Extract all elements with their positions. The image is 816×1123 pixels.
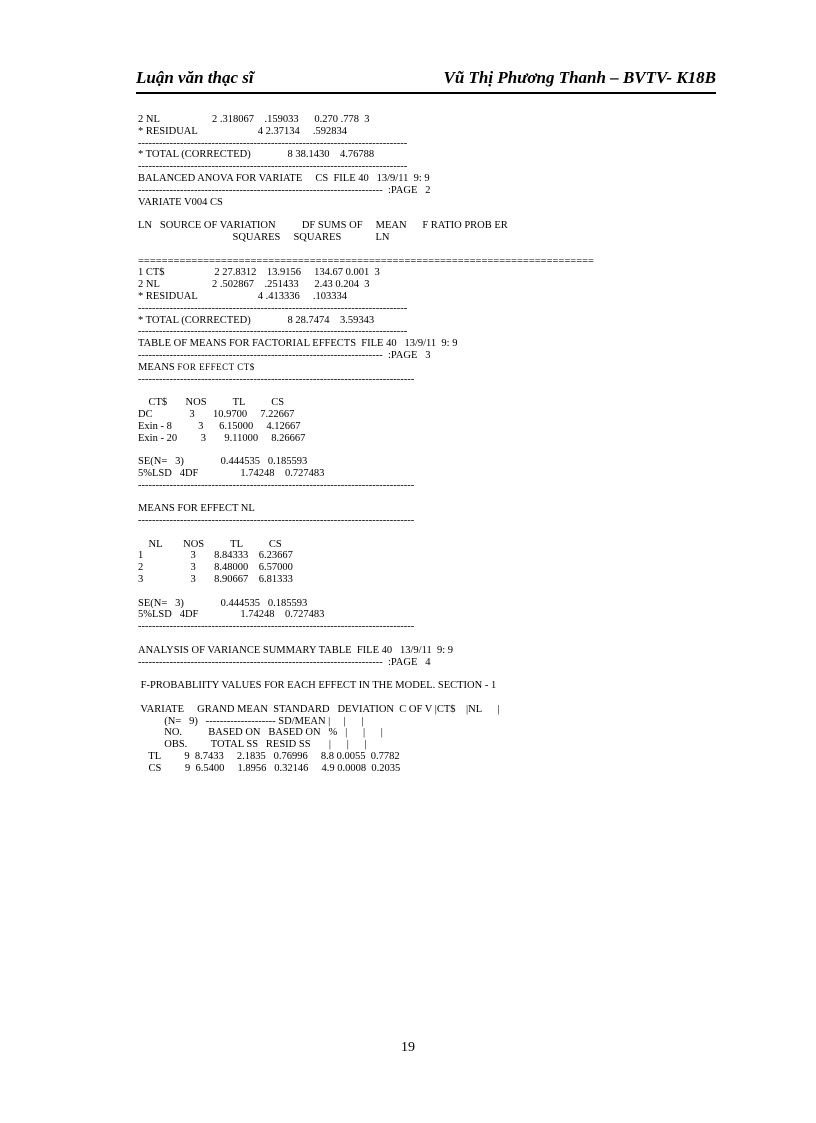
- separator: -------------------------------------------------------------------------------: [138, 373, 415, 385]
- anova-row-residual: * RESIDUAL 4 .413336 .103334: [138, 290, 348, 302]
- effect-label: FOR EFFECT CT$: [177, 361, 255, 372]
- separator: -------------------------------------------------------------------------------: [138, 479, 415, 491]
- anova-subheader: SQUARES SQUARES LN: [138, 231, 390, 243]
- separator: -----------------------------------------------------------------------------: [138, 302, 408, 314]
- double-rule: =============================================================================: [138, 255, 594, 267]
- page-marker: ---------------------------------------------------------------------- :PAGE 3: [138, 349, 431, 361]
- means-effect-nl-title: MEANS FOR EFFECT NL: [138, 503, 255, 515]
- anova-row-nl: 2 NL 2 .318067 .159033 0.270 .778 3: [138, 114, 370, 125]
- summary-header-2: (N= 9) -------------------- SD/MEAN | | |: [138, 715, 364, 727]
- summary-header-1: VARIATE GRAND MEAN STANDARD DEVIATION C OF V |CT$ |NL |: [138, 703, 500, 715]
- header-rule: [136, 92, 716, 94]
- page-number: 19: [401, 1040, 415, 1055]
- separator: -----------------------------------------------------------------------------: [138, 137, 408, 149]
- summary-header-4: OBS. TOTAL SS RESID SS | | |: [138, 739, 367, 751]
- page-header: [136, 64, 716, 94]
- author-line: Vũ Thị Phương Thanh – BVTV- K18B: [443, 68, 716, 87]
- separator: -------------------------------------------------------------------------------: [138, 621, 415, 633]
- means-nl-row-2: 2 3 8.48000 6.57000: [138, 562, 293, 574]
- means-ct-row-dc: DC 3 10.9700 7.22667: [138, 408, 295, 420]
- means-nl-row-3: 3 3 8.90667 6.81333: [138, 574, 293, 586]
- means-nl-header: NL NOS TL CS: [138, 538, 282, 550]
- means-ct-row-exin20: Exin - 20 3 9.11000 8.26667: [138, 432, 306, 444]
- means-ct-row-exin8: Exin - 8 3 6.15000 4.12667: [138, 420, 301, 432]
- anova-row-total: * TOTAL (CORRECTED) 8 28.7474 3.59343: [138, 314, 375, 326]
- anova-row-ct: 1 CT$ 2 27.8312 13.9156 134.67 0.001 3: [138, 267, 380, 279]
- thesis-title: Luận văn thạc sĩ: [136, 68, 254, 87]
- separator: -----------------------------------------------------------------------------: [138, 326, 408, 338]
- lsd-row: 5%LSD 4DF 1.74248 0.727483: [138, 467, 325, 479]
- page-marker: ---------------------------------------------------------------------- :PAGE 2: [138, 184, 431, 196]
- anova-row-total: * TOTAL (CORRECTED) 8 38.1430 4.76788: [138, 149, 375, 161]
- separator: -------------------------------------------------------------------------------: [138, 515, 415, 527]
- section-title-summary: ANALYSIS OF VARIANCE SUMMARY TABLE FILE 40 13/9/11 9: 9: [138, 644, 453, 656]
- summary-header-3: NO. BASED ON BASED ON % | | |: [138, 727, 383, 739]
- anova-header: LN SOURCE OF VARIATION DF SUMS OF MEAN F RATIO PROB ER: [138, 220, 508, 232]
- se-row: SE(N= 3) 0.444535 0.185593: [138, 456, 308, 468]
- summary-row-cs: CS 9 6.5400 1.8956 0.32146 4.9 0.0008 0.2035: [138, 762, 401, 774]
- page-marker: ---------------------------------------------------------------------- :PAGE 4: [138, 656, 431, 668]
- anova-row-residual: * RESIDUAL 4 2.37134 .592834: [138, 125, 348, 137]
- anova-row-nl: 2 NL 2 .502867 .251433 2.43 0.204 3: [138, 279, 370, 291]
- summary-row-tl: TL 9 8.7433 2.1835 0.76996 8.8 0.0055 0.7782: [138, 751, 400, 763]
- variate-label: VARIATE V004 CS: [138, 196, 223, 208]
- se-row: SE(N= 3) 0.444535 0.185593: [138, 597, 308, 609]
- separator: -----------------------------------------------------------------------------: [138, 161, 408, 173]
- f-probability-title: F-PROBABLIITY VALUES FOR EACH EFFECT IN THE MODEL. SECTION - 1: [138, 680, 497, 692]
- statistical-output: [138, 114, 698, 775]
- means-effect-ct-title: [138, 362, 698, 374]
- section-title-means: TABLE OF MEANS FOR FACTORIAL EFFECTS FILE 40 13/9/11 9: 9: [138, 338, 458, 350]
- lsd-row: 5%LSD 4DF 1.74248 0.727483: [138, 609, 325, 621]
- means-ct-header: CT$ NOS TL CS: [138, 397, 285, 409]
- means-nl-row-1: 1 3 8.84333 6.23667: [138, 550, 293, 562]
- section-title-anova-cs: BALANCED ANOVA FOR VARIATE CS FILE 40 13/9/11 9: 9: [138, 172, 430, 184]
- means-label: MEANS: [138, 361, 178, 373]
